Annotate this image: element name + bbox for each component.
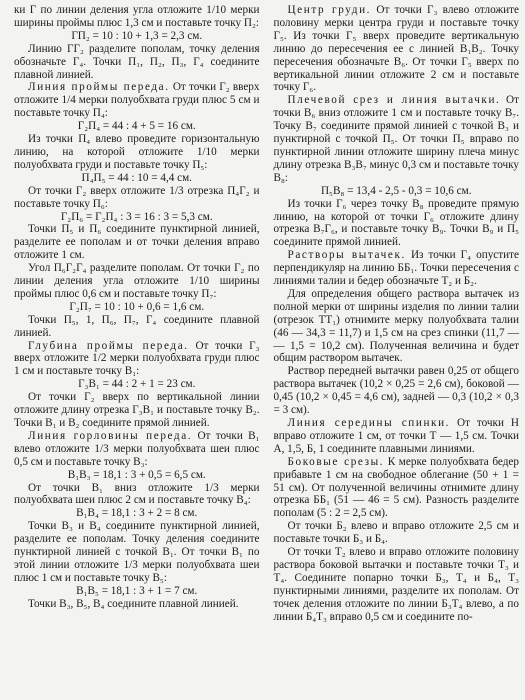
section-title: Плечевой срез и линия вытачки.	[287, 94, 501, 107]
formula-line: В₁В₃ = 18,1 : 3 + 0,5 = 6,5 см.	[67, 468, 206, 481]
body-paragraph: ки Г по линии деления угла отложите 1/10 мерки ширины проймы плюс 1,3 см и поставьте точку П₂:	[14, 4, 260, 29]
body-paragraph: От точки Г₂ вверх отложите 1/3 отрезка П₄Г₂ и поставьте точку П₆:	[14, 184, 260, 210]
right-column	[274, 4, 520, 700]
formula-line: Г₂П₇ = 10 : 10 + 0,6 = 1,6 см.	[69, 300, 205, 313]
section-body: К мерке полуобхвата бедер прибавьте 1 см на свободное облегание (50 + 1 = 51 см). От полученной величины отнимите длину отрезка ББ₁ (51 — 46 = 5 см). Разность разделите пополам (5 : 2 = 2,5 см).	[273, 455, 519, 520]
body-paragraph: От точки Г₂ вверх по вертикальной линии отложите длину отрезка Г₃В₁ и поставьте точку В₂. Точки В₁ и В₂ соедините прямой линией.	[14, 391, 260, 429]
body-paragraph: От точки Т₂ влево и вправо отложите половину раствора боковой вытачки и поставьте точки Т₃ и Т₄. Соедините попарно точки Б₃, Т₄ и Б₄, Т₃ пунктирными линиями, разделите их пополам. От точек деления отложите по линии Б₃Т₄ влево, а по линии Б₄Т₃ вправо 0,5 см и соедините по-	[273, 546, 519, 623]
section-title: Линия середины спинки.	[287, 417, 451, 429]
body-paragraph: Точки В₃ и В₄ соедините пунктирной линией, разделите ее пополам. Точку деления соедините пунктирной линией с точкой В₁. От точки В₁ по этой линии отложите 1/3 мерки полуобхвата шеи плюс 1 см и поставьте точку В₅:	[14, 520, 260, 584]
formula-line: Г₂П₄ = 44 : 4 + 5 = 16 см.	[77, 120, 196, 133]
section-title: Центр груди.	[287, 4, 372, 16]
section-title: Боковые срезы.	[287, 455, 385, 468]
section-body: От точки Г₃ вверх отложите 1/2 мерки полуобхвата груди плюс 1 см и поставьте точку В₁:	[14, 339, 260, 378]
formula-line: П₅В₈ = 13,4 - 2,5 - 0,3 = 10,6 см.	[320, 184, 472, 197]
body-paragraph: От точки В₁ вниз отложите 1/3 мерки полуобхвата шеи плюс 2 см и поставьте точку В₄:	[14, 481, 260, 507]
section-title: Глубина проймы переда.	[28, 339, 189, 352]
formula-line: В₁В₅ = 18,1 : 3 + 1 = 7 см.	[76, 584, 198, 597]
section-paragraph	[274, 94, 520, 184]
body-paragraph: Из точки Г₆ через точку В₈ проведите прямую линию, на которой от точки Г₆ отложите длину отрезка В₇Г₆, и поставьте точку В₉. Точки В₉ и П₅ соедините прямой линией.	[273, 197, 519, 249]
section-body: От точки В₆ вниз отложите 1 см и поставьте точку В₇. Точку В₇ соедините прямой линией с точкой В₃ и пунктирной с точкой П₅. От точки П₅ вправо по пунктирной линии отложите ширину плеча минус длину отрезка В₃В₇ минус 0,3 см и поставьте точку В₈:	[273, 94, 519, 184]
body-paragraph: Точки П₅, 1, П₆, П₇, Г₄ соедините плавной линией.	[14, 313, 260, 339]
section-title: Линия проймы переда.	[28, 81, 170, 94]
formula-line: Г₂П₆ = Г₂П₄ : 3 = 16 : 3 = 5,3 см.	[60, 210, 213, 223]
left-column	[14, 4, 260, 700]
section-body: От точки Н вправо отложите 1 см, от точки Т — 1,5 см. Точки А, 1,5, Б, 1 соедините плавными линиями.	[273, 417, 519, 455]
section-body: Из точки Г₄ опустите перпендикуляр на линию ББ₁. Точки пересечения с линиями талии и бедер обозначьте Т₂ и Б₂.	[273, 249, 519, 288]
section-title: Растворы вытачек.	[287, 249, 406, 262]
formula-line: Г₃В₁ = 44 : 2 + 1 = 23 см.	[78, 378, 196, 391]
section-paragraph	[14, 81, 260, 120]
section-paragraph	[274, 249, 520, 288]
formula-line: ГП₂ = 10 : 10 + 1,3 = 2,3 см.	[71, 29, 203, 42]
body-paragraph: От точки Б₂ влево и вправо отложите 2,5 см и поставьте точки Б₃ и Б₄.	[273, 520, 519, 546]
formula-line: П₄П₅ = 44 : 10 = 4,4 см.	[81, 171, 192, 184]
formula-line: В₁В₄ = 18,1 : 3 + 2 = 8 см.	[76, 507, 198, 520]
section-paragraph	[274, 4, 520, 94]
body-paragraph: Точки П₅ и П₆ соедините пунктирной линией, разделите ее пополам и от точки деления вправо отложите 1 см.	[14, 223, 260, 262]
body-paragraph: Для определения общего раствора вытачек из полной мерки от ширины изделия по линии талии (отрезок ТТ₁) отнимите мерку полуобхвата талии (46 — 34,3 = 11,7) и 1,5 см на срез спинки (11,7 — — 1,5 = 10,2 см). Полученная величина и будет общим раствором вытачек.	[273, 287, 519, 365]
body-paragraph: Угол П₆Г₂Г₄ разделите пополам. От точки Г₂ по линии деления угла отложите 1/10 ширины проймы плюс 0,6 см и поставьте точку П₇:	[14, 262, 260, 300]
section-body: От точки Г₃ влево отложите половину мерки центра груди и поставьте точку Г₅. Из точки Г₅ вверх проведите вертикальную линию до пересечения ее с линией В₁В₂. Точку пересечения обозначьте В₆. От точки Г₅ вверх по вертикальной линии отложите 2 см и поставьте точку Г₆.	[273, 4, 519, 94]
section-body: От точки Г₂ вверх отложите 1/4 мерки полуобхвата груди плюс 5 см и поставьте точку П₄:	[14, 81, 260, 120]
body-paragraph: Точки В₃, В₅, В₄ соедините плавной линией.	[28, 597, 239, 610]
body-paragraph: Раствор передней вытачки равен 0,25 от общего раствора вытачек (10,2 × 0,25 = 2,6 см), боковой — 0,45 (10,2 × 0,45 = 4,6 см), задней — 0,3 (10,2 × 0,3 = 3 см).	[273, 365, 519, 417]
section-body: От точки В₁ влево отложите 1/3 мерки полуобхвата шеи плюс 0,5 см и поставьте точку В₃:	[14, 429, 260, 468]
section-paragraph	[14, 430, 260, 469]
section-paragraph	[14, 340, 260, 379]
body-paragraph: Из точки П₄ влево проведите горизонтальную линию, на которой отложите 1/10 мерки полуобхвата груди и поставьте точку П₅:	[14, 133, 260, 171]
section-paragraph	[274, 417, 520, 456]
section-title: Линия горловины переда.	[28, 429, 193, 442]
body-paragraph: Линию ГГ₂ разделите пополам, точку деления обозначьте Г₄. Точки П₁, П₂, П₃, Г₄ соедините плавной линией.	[14, 42, 260, 81]
section-paragraph	[274, 456, 520, 521]
